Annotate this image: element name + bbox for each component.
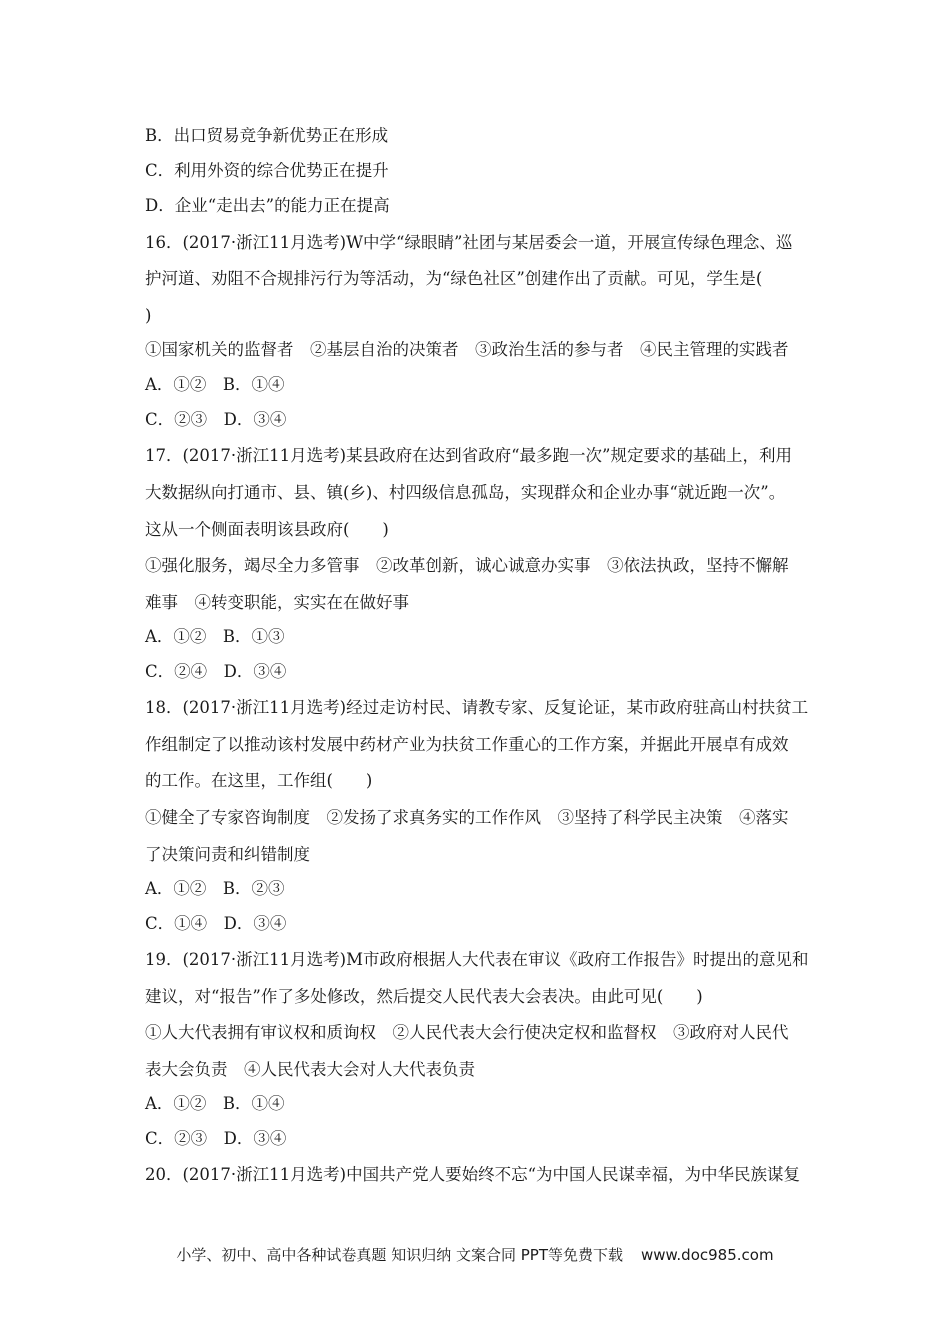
- answer-choices: C．②③ D．③④: [145, 1129, 287, 1148]
- answer-choices: A．①② B．①④: [145, 375, 285, 394]
- statement-list: ①健全了专家咨询制度 ②发扬了求真务实的工作作风 ③坚持了科学民主决策 ④落实: [145, 808, 789, 827]
- question-17-text: 这从一个侧面表明该县政府( ): [145, 520, 389, 539]
- question-17-text: 大数据纵向打通市、县、镇(乡)、村四级信息孤岛，实现群众和企业办事“就近跑一次”。: [145, 483, 786, 502]
- question-18-text: 18．(2017·浙江11月选考)经过走访村民、请教专家、反复论证，某市政府驻高山村扶贫工: [145, 698, 809, 717]
- statement-list: 难事 ④转变职能，实实在在做好事: [145, 593, 409, 612]
- answer-choices: A．①② B．②③: [145, 879, 285, 898]
- question-16-text: 16．(2017·浙江11月选考)W中学“绿眼睛”社团与某居委会一道，开展宣传绿色理念、巡: [145, 233, 793, 252]
- page-footer: [0, 1245, 950, 1265]
- question-17-text: 17．(2017·浙江11月选考)某县政府在达到省政府“最多跑一次”规定要求的基础上，利用: [145, 446, 792, 465]
- footer-text: 小学、初中、高中各种试卷真题 知识归纳 文案合同 PPT等免费下载: [176, 1246, 623, 1264]
- statement-list: ①人大代表拥有审议权和质询权 ②人民代表大会行使决定权和监督权 ③政府对人民代: [145, 1023, 789, 1042]
- question-16-text: ): [145, 306, 152, 325]
- question-19-text: 建议，对“报告”作了多处修改，然后提交人民代表大会表决。由此可见( ): [145, 987, 703, 1006]
- answer-choices: A．①② B．①④: [145, 1094, 285, 1113]
- statement-list: ①强化服务，竭尽全力多管事 ②改革创新，诚心诚意办实事 ③依法执政，坚持不懈解: [145, 556, 789, 575]
- option-line: B．出口贸易竞争新优势正在形成: [145, 126, 389, 145]
- answer-choices: C．①④ D．③④: [145, 914, 287, 933]
- option-line: D．企业“走出去”的能力正在提高: [145, 196, 390, 215]
- statement-list: ①国家机关的监督者 ②基层自治的决策者 ③政治生活的参与者 ④民主管理的实践者: [145, 340, 789, 359]
- answer-choices: C．②④ D．③④: [145, 662, 287, 681]
- footer-site-link[interactable]: www.doc985.com: [640, 1246, 774, 1264]
- question-16-text: 护河道、劝阻不合规排污行为等活动，为“绿色社区”创建作出了贡献。可见，学生是(: [145, 269, 763, 288]
- answer-choices: C．②③ D．③④: [145, 410, 287, 429]
- statement-list: 表大会负责 ④人民代表大会对人大代表负责: [145, 1060, 475, 1079]
- question-20-text: 20．(2017·浙江11月选考)中国共产党人要始终不忘“为中国人民谋幸福，为中华民族谋复: [145, 1165, 801, 1184]
- option-line: C．利用外资的综合优势正在提升: [145, 161, 389, 180]
- question-19-text: 19．(2017·浙江11月选考)M市政府根据人大代表在审议《政府工作报告》时提出的意见和: [145, 950, 809, 969]
- answer-choices: A．①② B．①③: [145, 627, 285, 646]
- statement-list: 了决策问责和纠错制度: [145, 845, 310, 864]
- question-18-text: 的工作。在这里，工作组( ): [145, 771, 373, 790]
- question-18-text: 作组制定了以推动该村发展中药材产业为扶贫工作重心的工作方案，并据此开展卓有成效: [145, 735, 789, 754]
